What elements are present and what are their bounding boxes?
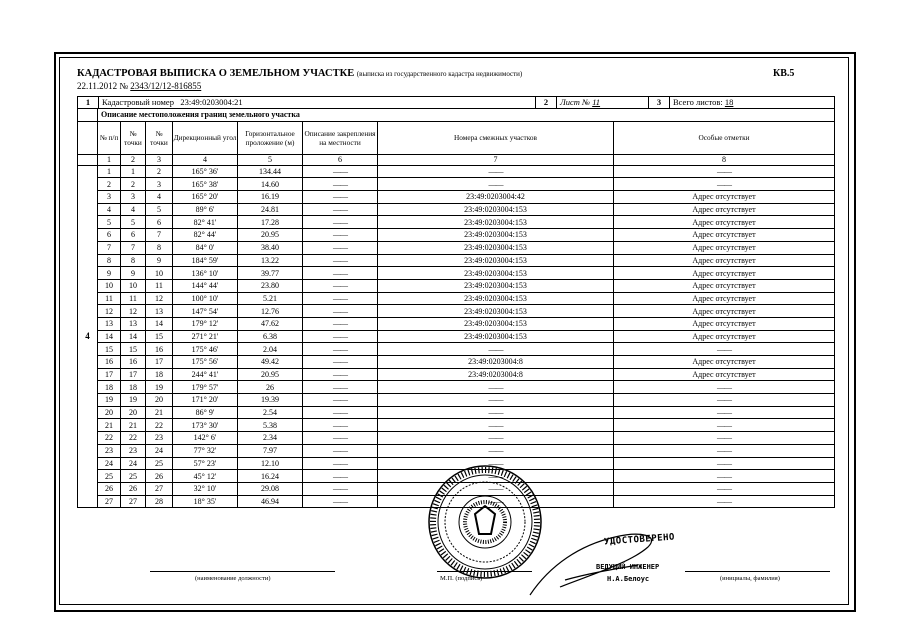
cell-note	[614, 495, 835, 508]
cell-n: 19	[98, 394, 121, 407]
cell-dist: 49.42	[238, 356, 303, 369]
cell-n: 21	[98, 419, 121, 432]
cell-angle: 173° 30'	[173, 419, 238, 432]
cell-p2: 19	[146, 381, 173, 394]
cell-fixation	[303, 305, 378, 318]
cell-n: 5	[98, 216, 121, 229]
cell-dist: 26	[238, 381, 303, 394]
cell-angle: 77° 32'	[173, 444, 238, 457]
cell-p1: 8	[121, 254, 146, 267]
table-row	[78, 317, 835, 330]
document-title	[77, 68, 522, 79]
cell-angle: 89° 6'	[173, 203, 238, 216]
cell-note: Адрес отсутствует	[614, 254, 835, 267]
cell-note: Адрес отсутствует	[614, 216, 835, 229]
cell-angle: 165° 38'	[173, 178, 238, 191]
cell-note: Адрес отсутствует	[614, 267, 835, 280]
cell-p1: 20	[121, 406, 146, 419]
document-date: 22.11.2012	[77, 81, 118, 91]
cell-dist: 38.40	[238, 241, 303, 254]
cell-adj	[378, 394, 614, 407]
cell-p1: 7	[121, 241, 146, 254]
cell-note: Адрес отсутствует	[614, 203, 835, 216]
col-header-4: Дирекционный угол	[173, 121, 238, 154]
col-header-3: № точки	[146, 121, 173, 154]
cell-dist: 13.22	[238, 254, 303, 267]
cell-adj	[378, 343, 614, 356]
cell-note	[614, 482, 835, 495]
cell-n: 20	[98, 406, 121, 419]
cell-p1: 22	[121, 432, 146, 445]
cell-note: Адрес отсутствует	[614, 356, 835, 369]
cell-note	[614, 419, 835, 432]
cell-dist: 2.54	[238, 406, 303, 419]
cell-p2: 6	[146, 216, 173, 229]
cell-dist: 2.34	[238, 432, 303, 445]
cell-dist: 20.95	[238, 368, 303, 381]
cell-dist: 14.60	[238, 178, 303, 191]
cell-adj	[378, 165, 614, 178]
cell-angle: 144° 44'	[173, 279, 238, 292]
cell-note	[614, 432, 835, 445]
cell-n: 18	[98, 381, 121, 394]
cell-dist: 16.24	[238, 470, 303, 483]
cell-angle: 82° 41'	[173, 216, 238, 229]
cell-fixation	[303, 482, 378, 495]
table-row	[78, 381, 835, 394]
cell-fixation	[303, 444, 378, 457]
cell-dist: 39.77	[238, 267, 303, 280]
cell-p2: 8	[146, 241, 173, 254]
table-row	[78, 356, 835, 369]
cell-note: Адрес отсутствует	[614, 191, 835, 204]
cell-adj: 23:49:0203004:153	[378, 317, 614, 330]
cell-angle: 165° 20'	[173, 191, 238, 204]
title-note: (выписка из государственного кадастра недвижимости)	[356, 70, 523, 78]
table-row	[78, 432, 835, 445]
cell-adj	[378, 381, 614, 394]
cell-adj: 23:49:0203004:42	[378, 191, 614, 204]
cell-p1: 5	[121, 216, 146, 229]
document-number: 2343/12/12-816855	[130, 81, 202, 91]
position-caption: (наименование должности)	[195, 575, 271, 582]
table-row	[78, 267, 835, 280]
section-index-blank	[78, 109, 98, 122]
sheet-number: 11	[592, 97, 601, 107]
cell-n: 15	[98, 343, 121, 356]
total-number: 18	[724, 97, 734, 107]
info-cell-index-1: 1	[78, 97, 99, 109]
cell-n: 23	[98, 444, 121, 457]
cell-p2: 27	[146, 482, 173, 495]
cell-n: 12	[98, 305, 121, 318]
cell-n: 25	[98, 470, 121, 483]
cell-n: 1	[98, 165, 121, 178]
table-row	[78, 292, 835, 305]
table-row	[78, 216, 835, 229]
table-row	[78, 343, 835, 356]
cell-n: 2	[98, 178, 121, 191]
cell-p2: 9	[146, 254, 173, 267]
cell-p1: 3	[121, 191, 146, 204]
cell-p1: 4	[121, 203, 146, 216]
cell-p1: 16	[121, 356, 146, 369]
cell-n: 8	[98, 254, 121, 267]
table-row	[78, 305, 835, 318]
cell-p2: 13	[146, 305, 173, 318]
certified-stamp-title: УДОСТОВЕРЕНО	[603, 532, 676, 548]
cell-fixation	[303, 356, 378, 369]
total-label: Всего листов:	[673, 97, 723, 107]
cell-adj	[378, 432, 614, 445]
cell-angle: 32° 10'	[173, 482, 238, 495]
cell-note	[614, 394, 835, 407]
cell-p2: 28	[146, 495, 173, 508]
cell-p1: 26	[121, 482, 146, 495]
cell-p2: 4	[146, 191, 173, 204]
cell-adj	[378, 178, 614, 191]
cell-adj: 23:49:0203004:8	[378, 356, 614, 369]
document-date-number	[77, 81, 201, 91]
name-line	[685, 571, 830, 572]
col-header-8: Особые отметки	[614, 121, 835, 154]
cell-dist: 2.04	[238, 343, 303, 356]
cell-fixation	[303, 267, 378, 280]
cell-p1: 1	[121, 165, 146, 178]
table-row	[78, 191, 835, 204]
col-header-7: Номера смежных участков	[378, 121, 614, 154]
cell-n: 3	[98, 191, 121, 204]
sheet-label: Лист №	[560, 97, 591, 107]
cell-n: 14	[98, 330, 121, 343]
cell-p1: 24	[121, 457, 146, 470]
cell-p1: 10	[121, 279, 146, 292]
cell-note	[614, 165, 835, 178]
col-number-3: 3	[146, 154, 173, 165]
cell-p1: 9	[121, 267, 146, 280]
cell-n: 7	[98, 241, 121, 254]
cell-n: 17	[98, 368, 121, 381]
cell-note	[614, 444, 835, 457]
cell-angle: 179° 12'	[173, 317, 238, 330]
cadastral-number: 23:49:0203004:21	[180, 97, 243, 107]
cell-n: 13	[98, 317, 121, 330]
cell-dist: 6.38	[238, 330, 303, 343]
cell-fixation	[303, 381, 378, 394]
cell-fixation	[303, 368, 378, 381]
col-number-2: 2	[121, 154, 146, 165]
cell-fixation	[303, 292, 378, 305]
cell-fixation	[303, 216, 378, 229]
info-cell-index-2: 2	[536, 97, 557, 109]
col-header-2: № точки	[121, 121, 146, 154]
cell-angle: 84° 0'	[173, 241, 238, 254]
cell-adj: 23:49:0203004:153	[378, 305, 614, 318]
cell-fixation	[303, 241, 378, 254]
cell-p1: 21	[121, 419, 146, 432]
table-row	[78, 178, 835, 191]
col-number-8: 8	[614, 154, 835, 165]
cell-note: Адрес отсутствует	[614, 368, 835, 381]
col-header-6: Описание закрепления на местности	[303, 121, 378, 154]
cell-p1: 14	[121, 330, 146, 343]
cell-angle: 171° 20'	[173, 394, 238, 407]
cell-adj	[378, 419, 614, 432]
cell-note	[614, 406, 835, 419]
cell-note: Адрес отсутствует	[614, 229, 835, 242]
cell-angle: 244° 41'	[173, 368, 238, 381]
cell-n: 26	[98, 482, 121, 495]
col-number-7: 7	[378, 154, 614, 165]
boundary-table	[77, 108, 835, 508]
header-blank-cell	[78, 154, 98, 165]
cell-p2: 2	[146, 165, 173, 178]
cell-note: Адрес отсутствует	[614, 317, 835, 330]
table-row	[78, 419, 835, 432]
cell-fixation	[303, 495, 378, 508]
cell-p2: 18	[146, 368, 173, 381]
cell-angle: 142° 6'	[173, 432, 238, 445]
cell-fixation	[303, 343, 378, 356]
title-text: КАДАСТРОВАЯ ВЫПИСКА О ЗЕМЕЛЬНОМ УЧАСТКЕ	[77, 68, 355, 79]
section-title: Описание местоположения границ земельного участка	[98, 109, 835, 122]
cell-n: 11	[98, 292, 121, 305]
cell-p1: 6	[121, 229, 146, 242]
cell-p2: 14	[146, 317, 173, 330]
cell-p1: 2	[121, 178, 146, 191]
cell-p2: 10	[146, 267, 173, 280]
cell-n: 6	[98, 229, 121, 242]
table-row	[78, 330, 835, 343]
cadastral-label: Кадастровый номер	[102, 97, 174, 107]
cell-note	[614, 470, 835, 483]
table-row	[78, 254, 835, 267]
signature-caption: М.П. (подпись)	[440, 575, 483, 582]
cell-note: Адрес отсутствует	[614, 241, 835, 254]
cell-p1: 18	[121, 381, 146, 394]
cell-fixation	[303, 279, 378, 292]
cell-dist: 46.94	[238, 495, 303, 508]
cell-fixation	[303, 457, 378, 470]
table-row	[78, 279, 835, 292]
cell-dist: 24.81	[238, 203, 303, 216]
cell-angle: 100° 10'	[173, 292, 238, 305]
cell-note: Адрес отсутствует	[614, 330, 835, 343]
cell-adj: 23:49:0203004:153	[378, 279, 614, 292]
cadastral-cell	[99, 97, 536, 109]
cell-dist: 20.95	[238, 229, 303, 242]
cell-p2: 23	[146, 432, 173, 445]
col-number-4: 4	[173, 154, 238, 165]
cell-note: Адрес отсутствует	[614, 292, 835, 305]
form-code: КВ.5	[773, 68, 795, 79]
cell-note	[614, 457, 835, 470]
cell-angle: 18° 35'	[173, 495, 238, 508]
number-prefix: №	[119, 81, 129, 91]
cell-p2: 5	[146, 203, 173, 216]
cell-dist: 23.80	[238, 279, 303, 292]
cell-n: 9	[98, 267, 121, 280]
cell-angle: 45° 12'	[173, 470, 238, 483]
cell-adj: 23:49:0203004:153	[378, 267, 614, 280]
cell-adj: 23:49:0203004:153	[378, 254, 614, 267]
cell-p1: 19	[121, 394, 146, 407]
cell-angle: 179° 57'	[173, 381, 238, 394]
cell-p1: 11	[121, 292, 146, 305]
certified-stamp-name: Н.А.Белоус	[607, 575, 650, 583]
cell-adj: 23:49:0203004:153	[378, 292, 614, 305]
cell-dist: 12.76	[238, 305, 303, 318]
cell-p2: 12	[146, 292, 173, 305]
cell-fixation	[303, 317, 378, 330]
cell-p2: 16	[146, 343, 173, 356]
cell-angle: 136° 10'	[173, 267, 238, 280]
cell-p1: 27	[121, 495, 146, 508]
cell-dist: 17.28	[238, 216, 303, 229]
cell-fixation	[303, 203, 378, 216]
cell-adj: 23:49:0203004:8	[378, 368, 614, 381]
cell-dist: 19.39	[238, 394, 303, 407]
cell-p2: 11	[146, 279, 173, 292]
signature-line	[437, 571, 532, 572]
cell-p2: 7	[146, 229, 173, 242]
cell-dist: 5.38	[238, 419, 303, 432]
cell-p2: 24	[146, 444, 173, 457]
cell-p1: 15	[121, 343, 146, 356]
header-blank-cell	[78, 121, 98, 154]
cell-angle: 184° 59'	[173, 254, 238, 267]
cell-dist: 7.97	[238, 444, 303, 457]
cell-angle: 147° 54'	[173, 305, 238, 318]
cell-fixation	[303, 254, 378, 267]
cell-angle: 175° 56'	[173, 356, 238, 369]
cell-fixation	[303, 178, 378, 191]
cell-fixation	[303, 432, 378, 445]
table-row	[78, 165, 835, 178]
cell-p2: 25	[146, 457, 173, 470]
cell-p2: 15	[146, 330, 173, 343]
cell-dist: 16.19	[238, 191, 303, 204]
cell-angle: 271° 21'	[173, 330, 238, 343]
cell-adj: 23:49:0203004:153	[378, 203, 614, 216]
cell-n: 16	[98, 356, 121, 369]
cell-adj	[378, 444, 614, 457]
cell-n: 27	[98, 495, 121, 508]
cell-p1: 12	[121, 305, 146, 318]
col-number-6: 6	[303, 154, 378, 165]
cell-dist: 12.10	[238, 457, 303, 470]
col-header-5: Горизонтальное проложение (м)	[238, 121, 303, 154]
table-row	[78, 229, 835, 242]
table-row	[78, 368, 835, 381]
cell-dist: 5.21	[238, 292, 303, 305]
cell-angle: 175° 46'	[173, 343, 238, 356]
table-row	[78, 406, 835, 419]
cell-fixation	[303, 470, 378, 483]
cell-p2: 22	[146, 419, 173, 432]
cell-note: Адрес отсутствует	[614, 305, 835, 318]
cell-p1: 17	[121, 368, 146, 381]
cell-fixation	[303, 419, 378, 432]
cell-p2: 20	[146, 394, 173, 407]
cell-fixation	[303, 330, 378, 343]
section-index-cell: 4	[78, 165, 98, 508]
cell-dist: 29.08	[238, 482, 303, 495]
cell-n: 24	[98, 457, 121, 470]
cell-note: Адрес отсутствует	[614, 279, 835, 292]
col-number-1: 1	[98, 154, 121, 165]
sheet-cell	[557, 97, 649, 109]
cell-note	[614, 381, 835, 394]
cell-p1: 25	[121, 470, 146, 483]
cell-adj: 23:49:0203004:153	[378, 241, 614, 254]
cell-angle: 165° 36'	[173, 165, 238, 178]
cell-angle: 86° 9'	[173, 406, 238, 419]
info-cell-index-3: 3	[649, 97, 670, 109]
table-row	[78, 394, 835, 407]
cell-fixation	[303, 191, 378, 204]
cell-n: 22	[98, 432, 121, 445]
total-sheets-cell	[670, 97, 835, 109]
cell-p2: 21	[146, 406, 173, 419]
name-caption: (инициалы, фамилия)	[720, 575, 780, 582]
cell-fixation	[303, 229, 378, 242]
cell-fixation	[303, 406, 378, 419]
cell-note	[614, 343, 835, 356]
col-header-1: № п/п	[98, 121, 121, 154]
cell-note	[614, 178, 835, 191]
cell-fixation	[303, 394, 378, 407]
cell-n: 4	[98, 203, 121, 216]
position-line	[150, 571, 335, 572]
cell-p2: 26	[146, 470, 173, 483]
cell-n: 10	[98, 279, 121, 292]
cell-adj: 23:49:0203004:153	[378, 229, 614, 242]
table-row	[78, 203, 835, 216]
cell-adj	[378, 406, 614, 419]
certified-stamp-position: ВЕДУЩИЙ ИНЖЕНЕР	[596, 563, 660, 571]
cell-p1: 13	[121, 317, 146, 330]
cell-p1: 23	[121, 444, 146, 457]
cell-angle: 82° 44'	[173, 229, 238, 242]
table-row	[78, 241, 835, 254]
cell-angle: 57° 23'	[173, 457, 238, 470]
cell-dist: 47.62	[238, 317, 303, 330]
cell-p2: 3	[146, 178, 173, 191]
col-number-5: 5	[238, 154, 303, 165]
cell-p2: 17	[146, 356, 173, 369]
cell-fixation	[303, 165, 378, 178]
cell-dist: 134.44	[238, 165, 303, 178]
cell-adj: 23:49:0203004:153	[378, 216, 614, 229]
table-row	[78, 444, 835, 457]
cell-adj: 23:49:0203004:153	[378, 330, 614, 343]
